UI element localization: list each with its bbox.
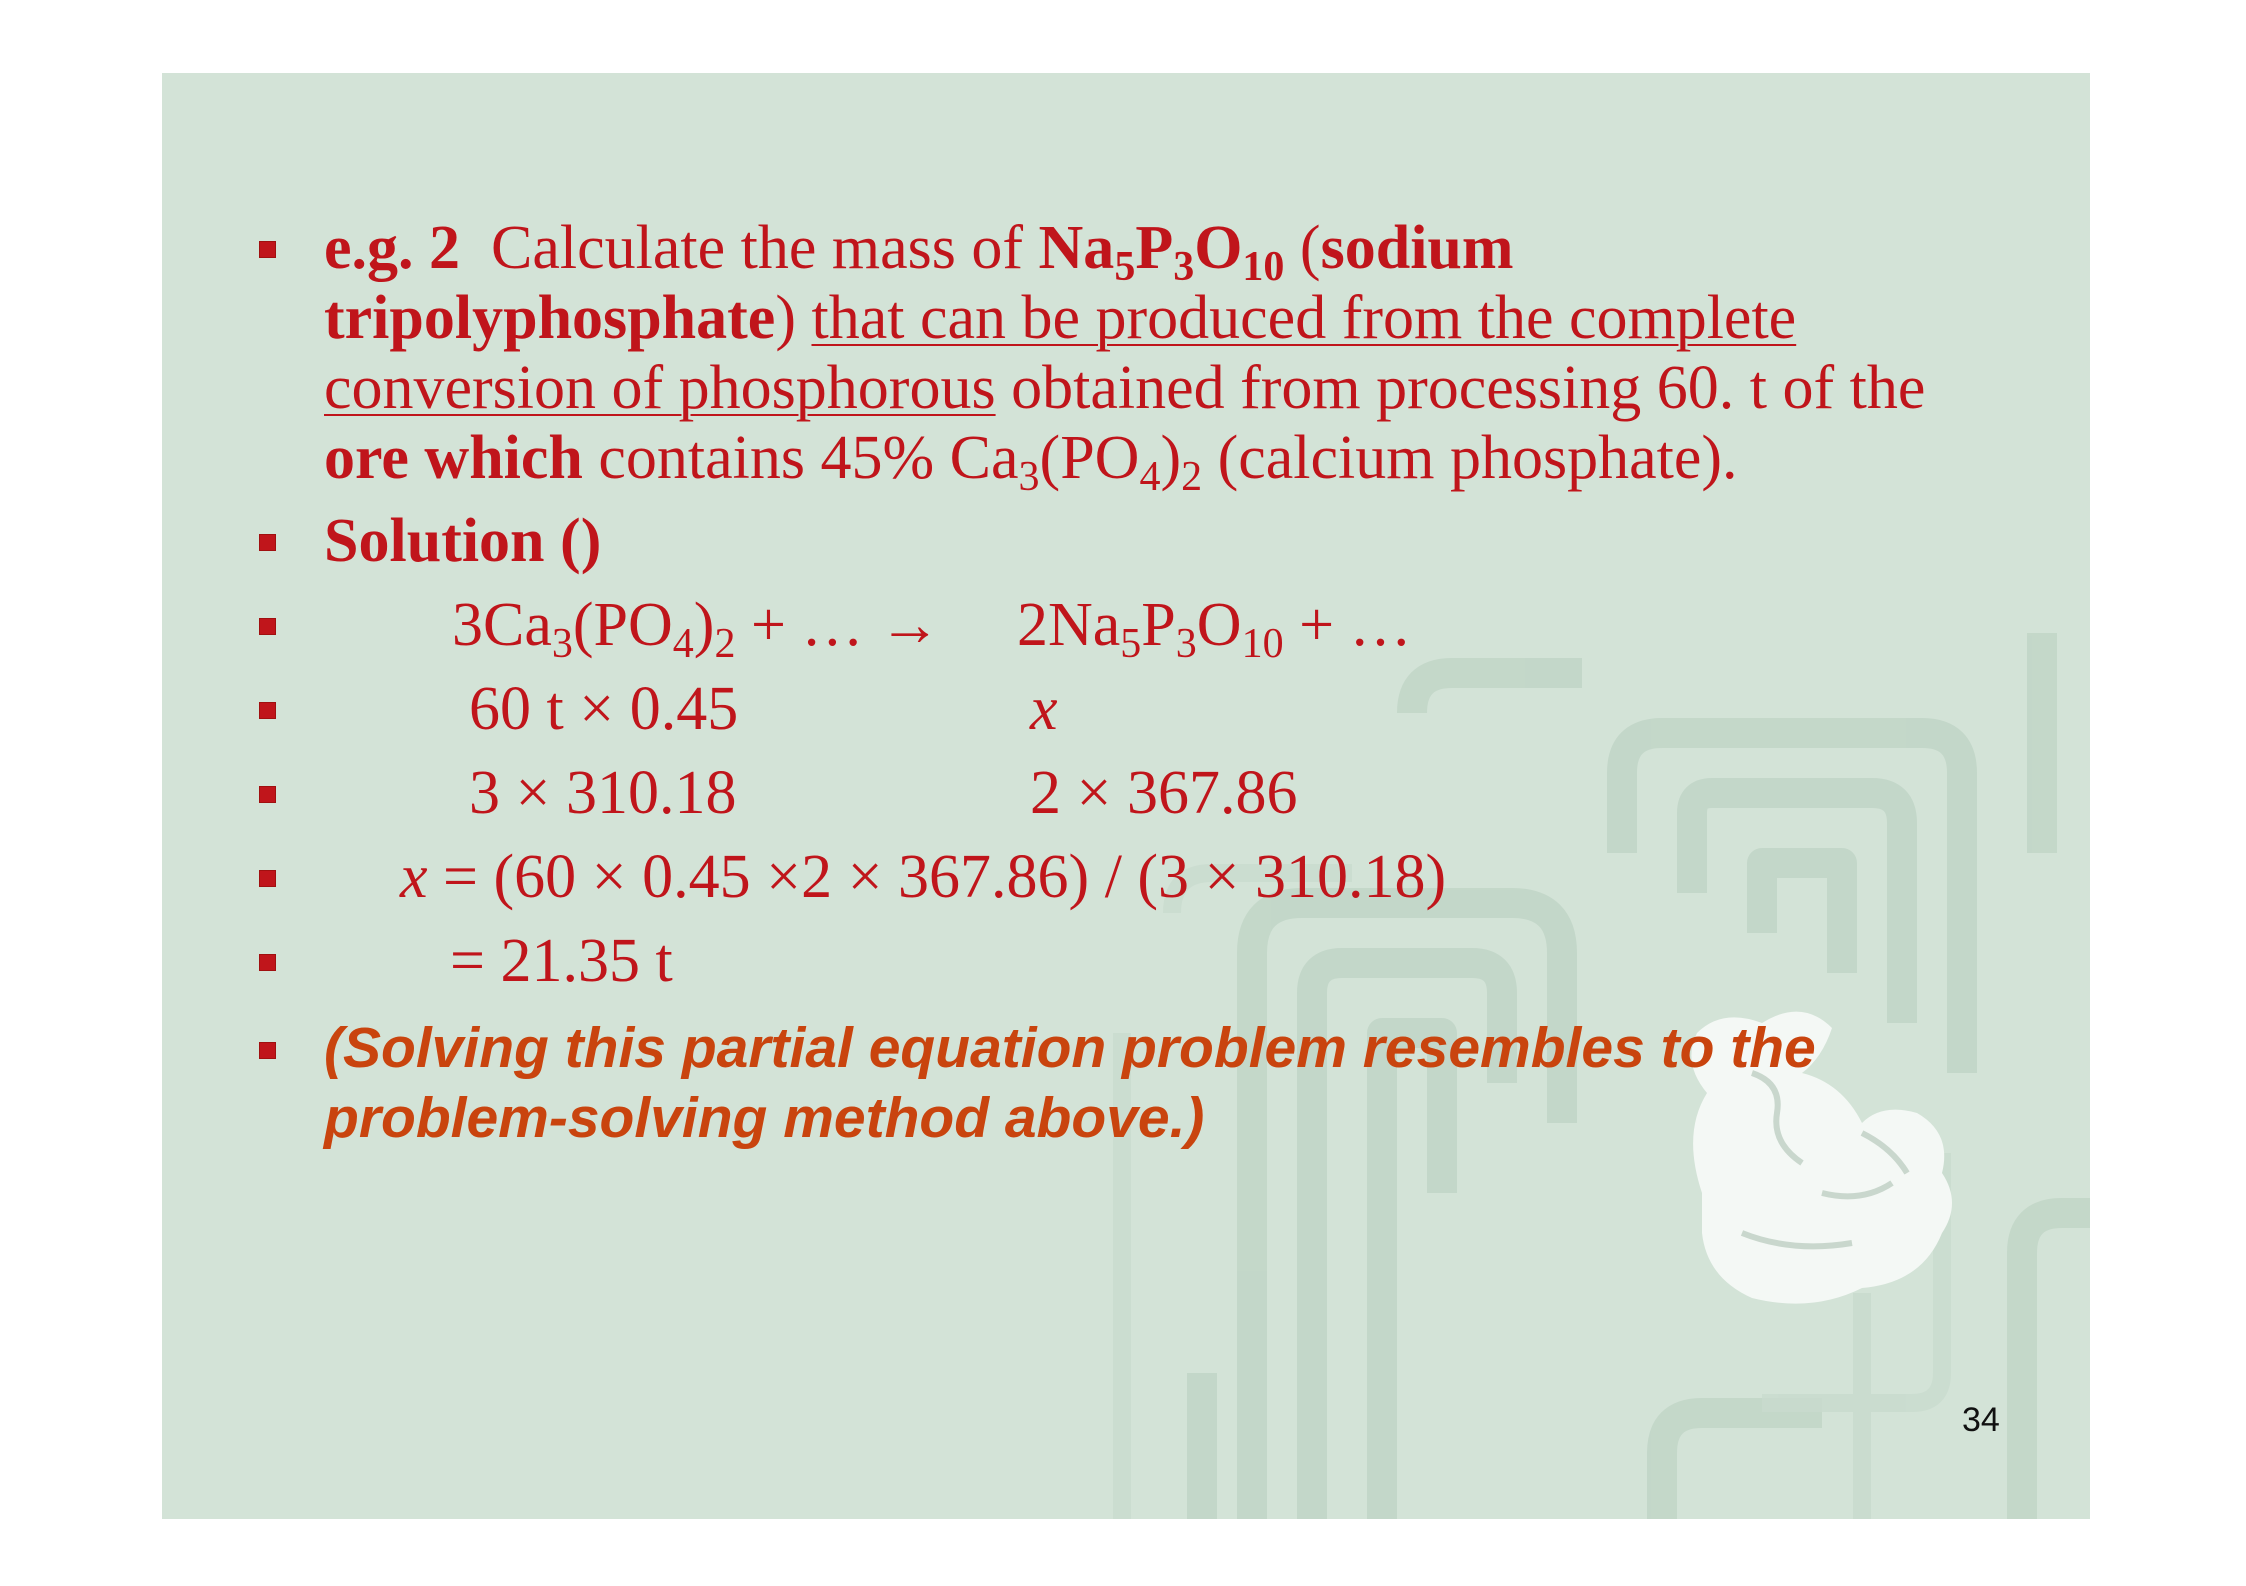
example-intro: Calculate the mass of [491,214,1024,282]
molar-mass-right: 2 × 367.86 [1030,759,1298,827]
example-label: e.g. 2 [324,214,461,282]
solution-heading: Solution () [324,507,602,575]
mass-given: 60 t × 0.45 [469,675,739,743]
square-bullet-icon [259,534,276,551]
example-line-2: tripolyphosphate) that can be produced from the complete [324,284,1797,352]
molar-mass-left: 3 × 310.18 [469,759,737,827]
note-line-1: (Solving this partial equation problem resembles to the [324,1016,1816,1080]
underlined-phrase: conversion of phosphorous [324,354,996,422]
example-line-1: e.g. 2 Calculate the mass of $Na_5P_3O_{10}$ (sodium [324,214,1514,290]
page-number: 34 [1962,1401,2000,1439]
square-bullet-icon [259,870,276,887]
calculation: x = (60 × 0.45 ×2 × 367.86) / (3 × 310.18) [400,843,1447,911]
result: = 21.35 t [450,927,673,995]
slide [162,73,2090,1519]
formula-na5p3o10: $Na_5P_3O_{10}$ [1038,214,1285,290]
square-bullet-icon [259,1042,276,1059]
unknown-x: x [1030,675,1058,743]
reaction-equation: $3Ca_3(PO_4)_2$ + … → [452,591,941,667]
compound-name: sodium [1320,214,1514,282]
formula-calcium-phosphate: contains 45% $Ca_3(PO_4)_2$ [598,424,1203,500]
square-bullet-icon [259,618,276,635]
example-line-4: ore which contains 45% $Ca_3(PO_4)_2$ (calcium phosphate). [324,424,1738,500]
square-bullet-icon [259,702,276,719]
square-bullet-icon [259,241,276,258]
reaction-product: $2Na_5P_3O_{10}$ + … [1017,591,1412,667]
square-bullet-icon [259,786,276,803]
example-line-3: conversion of phosphorous obtained from processing 60. t of the [324,354,1926,422]
underlined-phrase: that can be produced from the complete [811,284,1797,352]
note-line-2: problem-solving method above.) [324,1086,1205,1150]
square-bullet-icon [259,954,276,971]
